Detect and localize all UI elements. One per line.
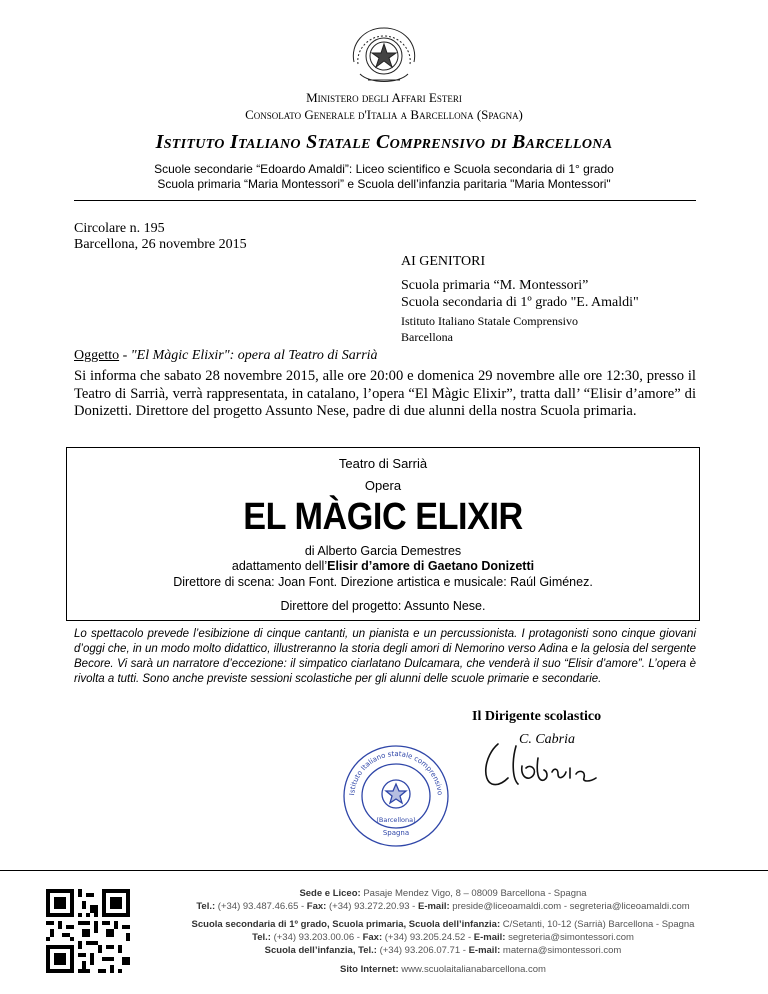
footer-email1-value: preside@liceoamaldi.com - segreteria@liceoamaldi.com — [449, 901, 690, 912]
footer-fax2-label: Fax: — [362, 932, 383, 943]
subject-text: "El Màgic Elixir": opera al Teatro di Sarrià — [130, 348, 378, 363]
event-project: Direttore del progetto: Assunto Nese. — [280, 599, 486, 613]
footer — [0, 870, 768, 991]
footer-fax1-value: (+34) 93.272.20.93 - — [326, 901, 418, 912]
footer-email3-label: E-mail: — [468, 945, 501, 956]
footer-infanzia-label: Scuola dell’infanzia, Tel.: — [264, 945, 377, 956]
footer-email1-label: E-mail: — [417, 901, 450, 912]
signature-name: C. Cabria — [519, 732, 576, 747]
description-paragraph: Lo spettacolo prevede l’esibizione di cinque cantanti, un pianista e un percussionista. I protagonisti sono cinque giovani d’oggi che, in un modo molto didattico, illustreranno la storia degli amori di Nemorino verso Adina e la gelosia del sergente Becore. Vi sarà un narratore d’eccezione: il simpatico ciarlatano Dulcamara, che venderà il suo “Elisir d’amore”. L’opera è rivolta a tutti. Sono anche previste sessioni scolastiche per gli alunni delle scuole primarie e secondarie. — [74, 628, 696, 685]
footer-contacts-3 — [138, 945, 748, 956]
consulate-name: Consolato Generale d'Italia a Barcellona (Spagna) — [245, 107, 523, 122]
ministry-name: Ministero degli Affari Esteri — [306, 90, 462, 105]
svg-text:(Barcellona): (Barcellona) — [376, 816, 416, 824]
footer-seat-label: Sede e Liceo: — [299, 888, 361, 899]
recipient-secondary: Scuola secondaria di 1º grado "E. Amaldi" — [401, 295, 639, 310]
italian-republic-emblem-icon — [346, 22, 422, 88]
recipients-title: AI GENITORI — [401, 254, 486, 269]
footer-seat — [138, 888, 748, 899]
recipient-institute: Istituto Italiano Statale Comprensivo — [401, 314, 578, 328]
event-title: EL MÀGIC ELIXIR — [243, 496, 523, 538]
school-stamp-icon — [340, 742, 452, 850]
footer-tel1-value: (+34) 93.487.46.65 - — [215, 901, 307, 912]
handwritten-signature-icon — [478, 738, 608, 794]
event-author: di Alberto Garcia Demestres — [304, 544, 462, 558]
event-venue: Teatro di Sarrià — [338, 456, 428, 471]
recipient-city: Barcellona — [401, 330, 453, 344]
footer-tel2-label: Tel.: — [252, 932, 271, 943]
footer-contacts-1 — [138, 901, 748, 912]
footer-fax2-value: (+34) 93.205.24.52 - — [382, 932, 474, 943]
event-genre: Opera — [364, 478, 402, 493]
signature-role: Il Dirigente scolastico — [472, 709, 602, 724]
school-stamp — [340, 742, 452, 850]
qr-code-icon — [46, 889, 130, 973]
event-adaptation-bold: Elisir d’amore di Gaetano Donizetti — [327, 559, 535, 573]
event-direction: Direttore di scena: Joan Font. Direzione artistica e musicale: Raúl Giménez. — [173, 575, 593, 589]
footer-schools — [138, 919, 748, 930]
event-box — [66, 447, 700, 621]
subject-line — [74, 348, 378, 364]
footer-site-label: Sito Internet: — [340, 964, 399, 975]
event-adaptation — [67, 559, 699, 573]
schools-line-1: Scuole secondarie “Edoardo Amaldi”: Liceo scientifico e Scuola secondaria di 1° grado — [154, 162, 614, 176]
footer-contacts-2 — [138, 932, 748, 943]
institute-name: Istituto Italiano Statale Comprensivo di Barcellona — [155, 131, 613, 153]
recipient-primary: Scuola primaria “M. Montessori” — [401, 278, 589, 293]
schools-line-2: Scuola primaria “Maria Montessori” e Scuola dell’infanzia paritaria "Maria Montessori" — [157, 177, 611, 191]
subject-label: Oggetto — [74, 348, 120, 363]
footer-website — [138, 964, 748, 975]
event-adaptation-prefix: adattamento dell’ — [231, 559, 328, 573]
footer-schools-value: C/Setanti, 10-12 (Sarrià) Barcellona - Spagna — [500, 919, 695, 930]
svg-text:Spagna: Spagna — [382, 829, 410, 837]
footer-infanzia-value: (+34) 93.206.07.71 - — [376, 945, 469, 956]
footer-tel2-value: (+34) 93.203.00.06 - — [270, 932, 363, 943]
header-divider — [74, 200, 696, 201]
svg-text:Istituto Italiano statale comp: Istituto Italiano statale comprensivo — [348, 749, 444, 796]
footer-email2-value: segreteria@simontessori.com — [505, 932, 634, 943]
footer-email3-value: materna@simontessori.com — [500, 945, 622, 956]
subject-separator: - — [119, 348, 131, 363]
circular-date: Barcellona, 26 novembre 2015 — [74, 237, 247, 252]
footer-seat-value: Pasaje Mendez Vigo, 8 – 08009 Barcellona - Spagna — [360, 888, 587, 899]
footer-fax1-label: Fax: — [306, 901, 327, 912]
footer-schools-label: Scuola secondaria di 1º grado, Scuola primaria, Scuola dell’infanzia: — [191, 919, 501, 930]
footer-site-value[interactable]: www.scuolaitalianabarcellona.com — [398, 964, 546, 975]
body-paragraph: Si informa che sabato 28 novembre 2015, alle ore 20:00 e domenica 29 novembre alle ore 12:30, presso il Teatro di Sarrià, verrà rappresentata, in catalano, l’opera “El Màgic Elixir”, tratta dall’ “Elisir d’amore” di Donizetti. Direttore del progetto Assunto Nese, padre di due alunni della nostra Scuola primaria. — [74, 368, 696, 419]
footer-email2-label: E-mail: — [473, 932, 506, 943]
circular-number: Circolare n. 195 — [74, 221, 165, 236]
footer-tel1-label: Tel.: — [196, 901, 216, 912]
